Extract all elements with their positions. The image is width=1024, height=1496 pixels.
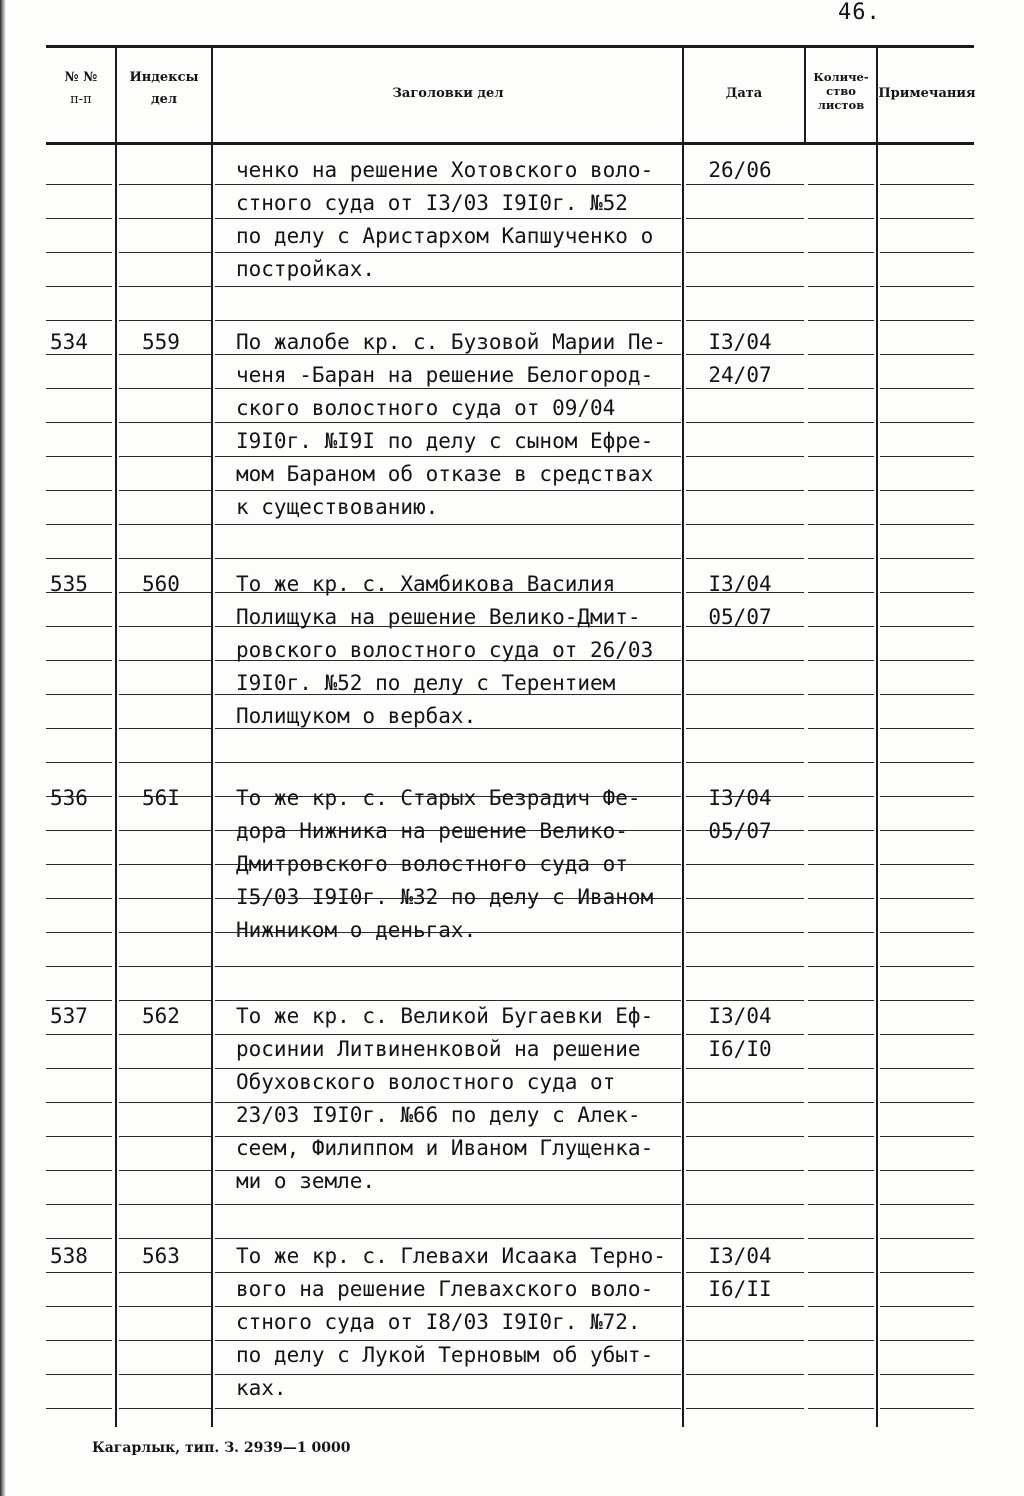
ruled-line: [119, 1408, 211, 1409]
ruled-line: [808, 490, 874, 491]
entry-title-line: по делу с Аристархом Капшученко о: [236, 224, 654, 248]
entry-title-line: стного суда от I3/03 I9I0г. №52: [236, 191, 628, 215]
ruled-line: [808, 796, 874, 797]
entry-title-line: по делу с Лукой Терновым об убыт-: [236, 1343, 654, 1367]
ruled-line: [46, 694, 112, 695]
ruled-line: [880, 558, 974, 559]
entry-title-line: Полищука на решение Велико-Дмит-: [236, 605, 641, 629]
ruled-line: [119, 1068, 211, 1069]
ruled-line: [686, 1000, 804, 1001]
ruled-line: [880, 762, 974, 763]
ruled-line: [119, 864, 211, 865]
ruled-line: [808, 728, 874, 729]
ruled-line: [880, 286, 974, 287]
ruled-line: [119, 1102, 211, 1103]
ruled-line: [686, 286, 804, 287]
header-index-line2: дел: [150, 92, 178, 107]
ruled-line: [215, 422, 681, 423]
ruled-line: [46, 184, 112, 185]
entry-number: 536: [50, 786, 88, 810]
ruled-line: [880, 524, 974, 525]
ruled-line: [46, 932, 112, 933]
header-num-line1: № №: [64, 70, 98, 85]
ruled-line: [215, 966, 681, 967]
ruled-line: [880, 320, 974, 321]
ruled-line: [215, 1306, 681, 1307]
ruled-line: [686, 1408, 804, 1409]
ruled-line: [880, 490, 974, 491]
ruled-line: [46, 320, 112, 321]
ruled-line: [119, 830, 211, 831]
entry-index: 559: [142, 330, 180, 354]
ruled-line: [686, 1306, 804, 1307]
ruled-line: [880, 1068, 974, 1069]
entry-title-line: ского волостного суда от 09/04: [236, 396, 616, 420]
ruled-line: [119, 694, 211, 695]
ruled-line: [46, 830, 112, 831]
ruled-line: [119, 218, 211, 219]
entry-title-line: То же кр. с. Хамбикова Василия: [236, 572, 616, 596]
ruled-line: [46, 728, 112, 729]
ruled-line: [686, 932, 804, 933]
ruled-line: [119, 898, 211, 899]
ruled-line: [46, 1238, 112, 1239]
ruled-line: [880, 1136, 974, 1137]
ruled-line: [808, 1068, 874, 1069]
entry-date: I3/04: [708, 330, 772, 354]
header-index-line1: Индексы: [129, 70, 199, 85]
entry-title-line: вого на решение Глевахского воло-: [236, 1277, 654, 1301]
entry-title-line: То же кр. с. Глевахи Исаака Терно-: [236, 1244, 666, 1268]
entry-index: 560: [142, 572, 180, 596]
ruled-line: [686, 1238, 804, 1239]
ruled-line: [808, 218, 874, 219]
ruled-line: [880, 1408, 974, 1409]
ruled-line: [808, 184, 874, 185]
ruled-line: [880, 1000, 974, 1001]
ruled-line: [686, 762, 804, 763]
ruled-line: [808, 660, 874, 661]
ruled-line: [880, 1374, 974, 1375]
ruled-line: [215, 184, 681, 185]
ruled-line: [808, 1136, 874, 1137]
ruled-line: [686, 1068, 804, 1069]
ruled-line: [880, 864, 974, 865]
ruled-line: [119, 1000, 211, 1001]
ruled-line: [46, 252, 112, 253]
col-sep-1: [115, 47, 117, 1427]
ruled-line: [686, 1136, 804, 1137]
ruled-line: [119, 558, 211, 559]
ruled-line: [808, 932, 874, 933]
ruled-line: [46, 1340, 112, 1341]
ruled-line: [686, 456, 804, 457]
ruled-line: [46, 524, 112, 525]
printer-footer: Кагарлык, тип. З. 2939—1 0000: [92, 1440, 351, 1456]
ruled-line: [808, 558, 874, 559]
ruled-line: [215, 490, 681, 491]
entry-title-line: постройках.: [236, 257, 376, 281]
ruled-line: [880, 728, 974, 729]
ruled-line: [46, 966, 112, 967]
ruled-line: [215, 218, 681, 219]
page-number: 46.: [838, 0, 881, 25]
ruled-line: [215, 1000, 681, 1001]
ruled-line: [46, 626, 112, 627]
ruled-line: [808, 422, 874, 423]
ruled-line: [686, 1102, 804, 1103]
ruled-line: [880, 1306, 974, 1307]
ruled-line: [808, 1034, 874, 1035]
ruled-line: [119, 728, 211, 729]
ruled-line: [808, 286, 874, 287]
ruled-line: [880, 388, 974, 389]
entry-title-line: Нижником о деньгах.: [236, 918, 477, 942]
ruled-line: [686, 1272, 804, 1273]
header-count-line3: листов: [817, 98, 865, 112]
ruled-line: [119, 1034, 211, 1035]
entry-title-line: мом Бараном об отказе в средствах: [236, 462, 654, 486]
ruled-line: [46, 1170, 112, 1171]
ruled-line: [686, 320, 804, 321]
entry-title-line: По жалобе кр. с. Бузовой Марии Пе-: [236, 330, 666, 354]
ruled-line: [215, 762, 681, 763]
ruled-line: [46, 1204, 112, 1205]
header-date: Дата: [725, 86, 763, 101]
ruled-line: [46, 1068, 112, 1069]
ruled-line: [880, 1034, 974, 1035]
entry-title-line: ровского волостного суда от 26/03: [236, 638, 654, 662]
entry-title-line: Полищуком о вербах.: [236, 704, 477, 728]
header-count-line1: Количе-: [813, 70, 869, 84]
entry-title-line: ках.: [236, 1376, 287, 1400]
ruled-line: [686, 422, 804, 423]
ruled-line: [880, 796, 974, 797]
ruled-line: [119, 320, 211, 321]
entry-index: 56I: [142, 786, 180, 810]
ruled-line: [808, 1306, 874, 1307]
entry-title-line: ми о земле.: [236, 1169, 376, 1193]
ruled-line: [686, 898, 804, 899]
ruled-line: [215, 286, 681, 287]
entry-title-line: сеем, Филиппом и Иваном Глущенка-: [236, 1136, 654, 1160]
ruled-line: [686, 490, 804, 491]
ruled-line: [46, 864, 112, 865]
entry-title-line: То же кр. с. Великой Бугаевки Еф-: [236, 1004, 654, 1028]
entry-date: 24/07: [708, 363, 772, 387]
entry-title-line: То же кр. с. Старых Безрадич Фе-: [236, 786, 641, 810]
ruled-line: [808, 626, 874, 627]
col-sep-5: [876, 47, 878, 1427]
ruled-line: [808, 762, 874, 763]
ruled-line: [880, 252, 974, 253]
ruled-line: [808, 1102, 874, 1103]
ruled-line: [215, 1408, 681, 1409]
ruled-line: [46, 1034, 112, 1035]
entry-number: 538: [50, 1244, 88, 1268]
ruled-line: [119, 252, 211, 253]
ruled-line: [46, 1102, 112, 1103]
ruled-line: [686, 524, 804, 525]
ruled-line: [119, 762, 211, 763]
ruled-line: [880, 660, 974, 661]
ruled-line: [119, 184, 211, 185]
ruled-line: [46, 1306, 112, 1307]
ruled-line: [46, 422, 112, 423]
header-notes: Примечания: [878, 86, 976, 101]
ruled-line: [686, 864, 804, 865]
ruled-line: [880, 626, 974, 627]
ruled-line: [46, 1408, 112, 1409]
ruled-line: [46, 762, 112, 763]
ruled-line: [686, 660, 804, 661]
ruled-line: [686, 966, 804, 967]
ruled-line: [880, 422, 974, 423]
entry-date: 05/07: [708, 819, 772, 843]
ruled-line: [808, 1272, 874, 1273]
entry-title-line: к существованию.: [236, 495, 439, 519]
ruled-line: [119, 422, 211, 423]
ruled-line: [215, 1238, 681, 1239]
ruled-line: [686, 1204, 804, 1205]
ruled-line: [808, 1340, 874, 1341]
entry-title-line: ченко на решение Хотовского воло-: [236, 158, 654, 182]
ruled-line: [880, 1238, 974, 1239]
header-count: [806, 70, 876, 112]
ruled-line: [808, 898, 874, 899]
ruled-line: [808, 1204, 874, 1205]
ruled-line: [119, 626, 211, 627]
ruled-line: [686, 252, 804, 253]
ruled-line: [880, 932, 974, 933]
ruled-line: [686, 1374, 804, 1375]
ruled-line: [46, 286, 112, 287]
ruled-line: [119, 1170, 211, 1171]
page-edge-shadow: [0, 0, 6, 1496]
entry-title-line: 23/03 I9I0г. №66 по делу с Алек-: [236, 1103, 641, 1127]
ruled-line: [880, 1272, 974, 1273]
col-sep-2: [211, 47, 213, 1427]
ruled-line: [119, 660, 211, 661]
entry-index: 562: [142, 1004, 180, 1028]
ruled-line: [808, 1170, 874, 1171]
ruled-line: [119, 1204, 211, 1205]
ruled-line: [880, 592, 974, 593]
entry-title-line: I9I0г. №I9I по делу с сыном Ефре-: [236, 429, 654, 453]
ruled-line: [119, 1340, 211, 1341]
ruled-line: [880, 694, 974, 695]
ruled-line: [119, 932, 211, 933]
ruled-line: [215, 320, 681, 321]
ruled-line: [46, 388, 112, 389]
ruled-line: [808, 456, 874, 457]
ruled-line: [686, 1340, 804, 1341]
ruled-line: [46, 218, 112, 219]
ruled-line: [880, 1170, 974, 1171]
ruled-line: [119, 1374, 211, 1375]
ruled-line: [46, 1374, 112, 1375]
ruled-line: [119, 966, 211, 967]
ruled-line: [880, 184, 974, 185]
entry-date: I3/04: [708, 572, 772, 596]
ruled-line: [880, 1340, 974, 1341]
header-count-line2: ство: [826, 84, 856, 98]
ruled-line: [808, 252, 874, 253]
ruled-line: [46, 1000, 112, 1001]
ruled-line: [686, 218, 804, 219]
entry-title-line: дора Нижника на решение Велико-: [236, 819, 628, 843]
ruled-line: [215, 558, 681, 559]
ruled-line: [46, 558, 112, 559]
ruled-line: [808, 1408, 874, 1409]
entry-date: I3/04: [708, 786, 772, 810]
entry-title-line: стного суда от I8/03 I9I0г. №72.: [236, 1310, 641, 1334]
ruled-line: [686, 694, 804, 695]
ruled-line: [880, 354, 974, 355]
ruled-line: [119, 524, 211, 525]
ruled-line: [808, 524, 874, 525]
ruled-line: [46, 490, 112, 491]
ruled-line: [119, 1136, 211, 1137]
header-index: [117, 70, 211, 108]
ruled-line: [808, 864, 874, 865]
entry-date: 26/06: [708, 158, 772, 182]
ruled-line: [215, 1272, 681, 1273]
ruled-line: [808, 388, 874, 389]
ruled-line: [119, 388, 211, 389]
ruled-line: [46, 898, 112, 899]
ruled-line: [215, 1204, 681, 1205]
ruled-line: [808, 1238, 874, 1239]
ruled-line: [686, 1170, 804, 1171]
header-top-rule: [46, 45, 974, 48]
ruled-line: [808, 320, 874, 321]
header-num: [46, 70, 116, 108]
ruled-line: [46, 1272, 112, 1273]
ruled-line: [46, 1136, 112, 1137]
ruled-line: [215, 456, 681, 457]
entry-number: 537: [50, 1004, 88, 1028]
ruled-line: [46, 660, 112, 661]
entry-title-line: ченя -Баран на решение Белогород-: [236, 363, 654, 387]
ruled-line: [119, 490, 211, 491]
entry-date: I3/04: [708, 1244, 772, 1268]
ruled-line: [119, 286, 211, 287]
entry-title-line: Обуховского волостного суда от: [236, 1070, 616, 1094]
ruled-line: [686, 184, 804, 185]
ruled-line: [880, 1102, 974, 1103]
entry-title-line: I5/03 I9I0г. №32 по делу с Иваном: [236, 885, 654, 909]
entry-title-line: росинии Литвиненковой на решение: [236, 1037, 641, 1061]
ruled-line: [808, 830, 874, 831]
header-bottom-rule: [46, 142, 974, 145]
ruled-line: [119, 1306, 211, 1307]
ruled-line: [880, 966, 974, 967]
ruled-line: [215, 524, 681, 525]
entry-number: 534: [50, 330, 88, 354]
ruled-line: [686, 558, 804, 559]
ruled-line: [46, 456, 112, 457]
entry-title-line: Дмитровского волостного суда от: [236, 852, 628, 876]
ruled-line: [215, 252, 681, 253]
header-num-line2: п-п: [70, 92, 92, 107]
ruled-line: [808, 592, 874, 593]
ruled-line: [119, 1238, 211, 1239]
ruled-line: [880, 830, 974, 831]
ruled-line: [686, 728, 804, 729]
entry-date: I6/II: [708, 1277, 772, 1301]
ruled-line: [880, 456, 974, 457]
ruled-line: [808, 966, 874, 967]
col-sep-3: [682, 47, 684, 1427]
ruled-line: [808, 1374, 874, 1375]
ruled-line: [119, 456, 211, 457]
entry-title-line: I9I0г. №52 по делу с Терентием: [236, 671, 616, 695]
entry-date: I6/I0: [708, 1037, 772, 1061]
header-title: Заголовки дел: [392, 86, 504, 101]
ruled-line: [808, 354, 874, 355]
entry-index: 563: [142, 1244, 180, 1268]
entry-date: 05/07: [708, 605, 772, 629]
ruled-line: [880, 218, 974, 219]
ruled-line: [808, 1000, 874, 1001]
ruled-line: [808, 694, 874, 695]
entry-number: 535: [50, 572, 88, 596]
entry-date: I3/04: [708, 1004, 772, 1028]
ruled-line: [119, 1272, 211, 1273]
ruled-line: [880, 1204, 974, 1205]
ruled-line: [880, 898, 974, 899]
